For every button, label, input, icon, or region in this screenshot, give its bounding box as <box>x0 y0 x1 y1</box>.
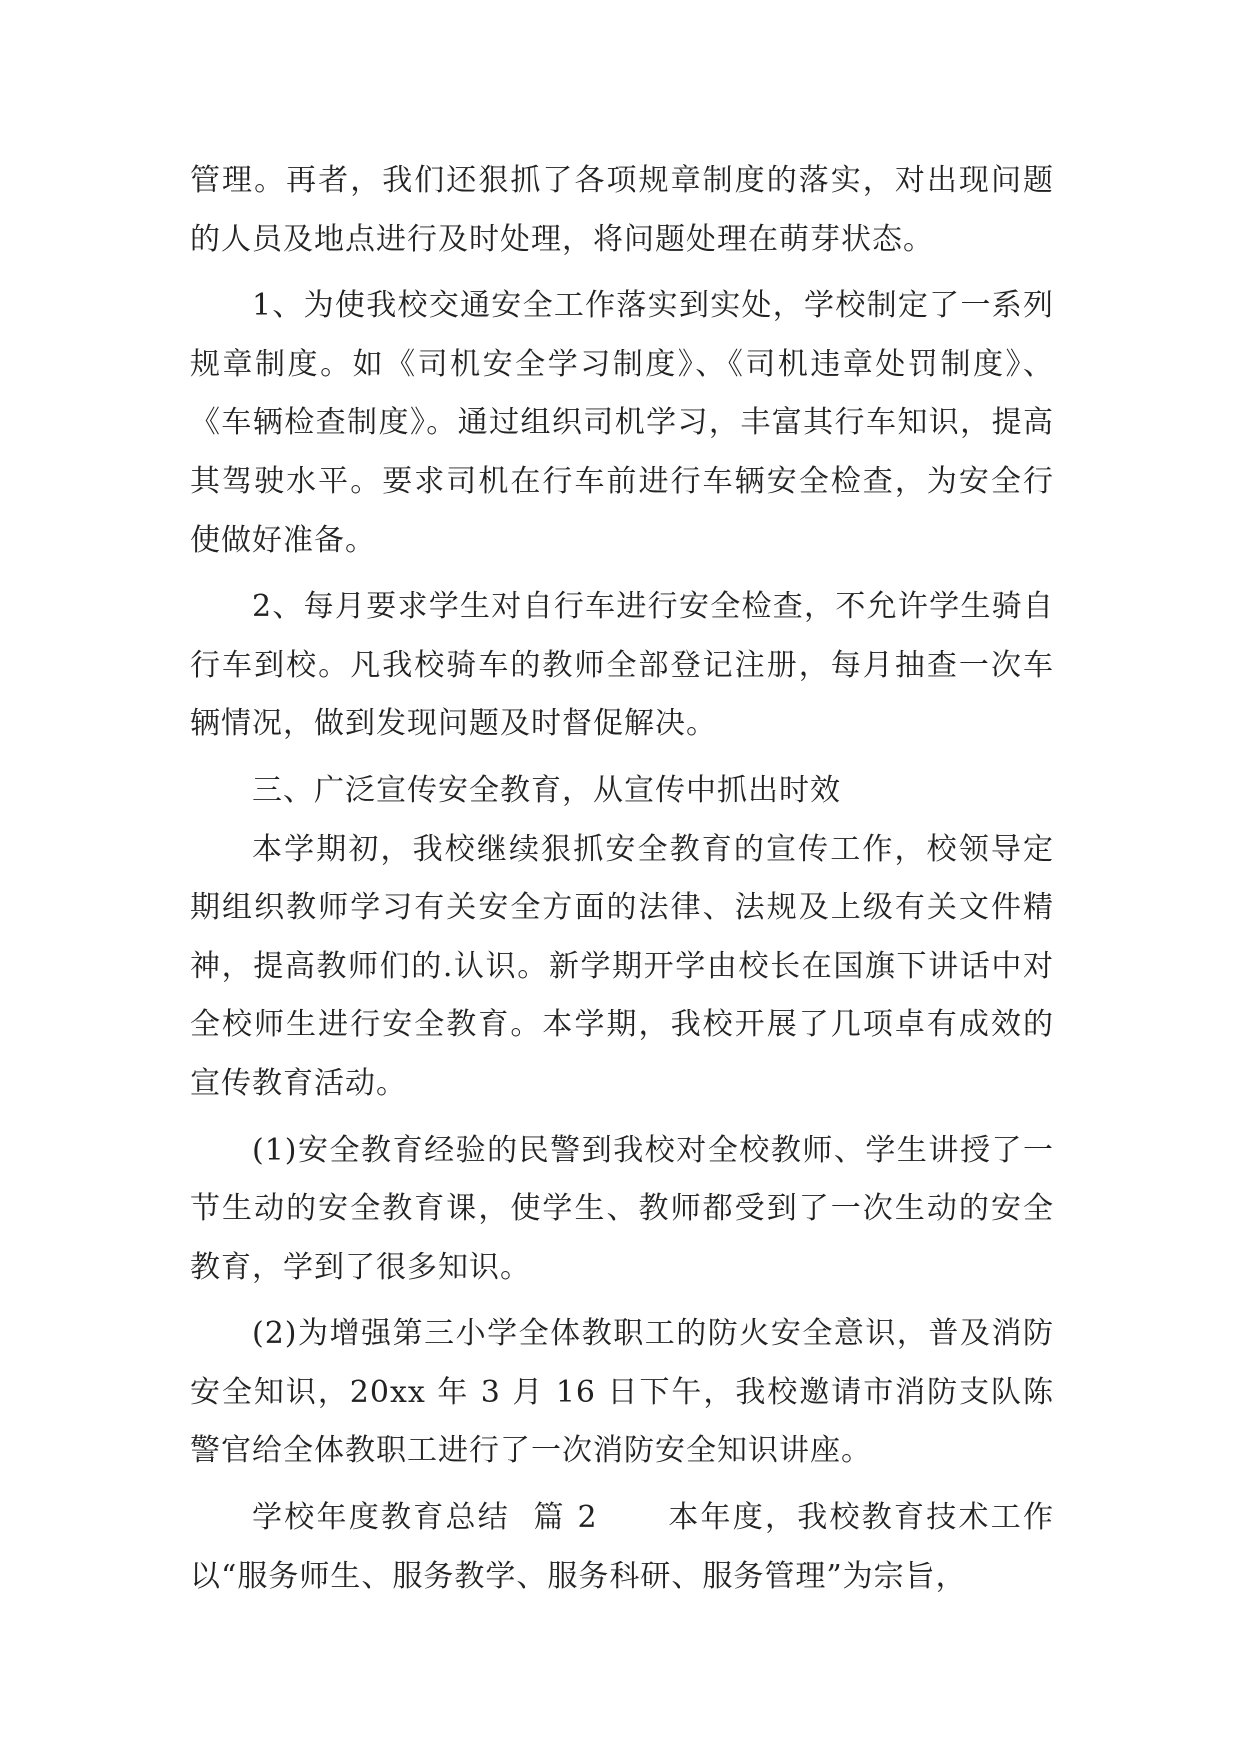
paragraph-management: 管理。再者，我们还狠抓了各项规章制度的落实，对出现问题的人员及地点进行及时处理，将问题处理在萌芽状态。 <box>190 163 1054 257</box>
paragraph-spacer <box>190 269 1054 277</box>
paragraph-spacer <box>190 1114 1054 1122</box>
paragraph-spacer <box>190 1481 1054 1489</box>
section-heading-publicity: 三、广泛宣传安全教育，从宣传中抓出时效 <box>252 772 841 808</box>
paragraph-driver-rules: 1、为使我校交通安全工作落实到实处，学校制定了一系列规章制度。如《司机安全学习制度》、《司机违章处罚制度》、《车辆检查制度》。通过组织司机学习，丰富其行车知识，提高其驾驶水平。要求司机在行车前进行车辆安全检查，为安全行使做好准备。 <box>190 288 1054 558</box>
document-body <box>190 152 1054 1606</box>
paragraph-annual-summary: 学校年度教育总结 篇 2 本年度，我校教育技术工作以“服务师生、服务教学、服务科研、服务管理”为宗旨， <box>190 1500 1054 1594</box>
paragraph-fire-safety: (2)为增强第三小学全体教职工的防火安全意识，普及消防安全知识，20xx 年 3 月 16 日下午，我校邀请市消防支队陈警官给全体教职工进行了一次消防安全知识讲座。 <box>190 1316 1054 1469</box>
paragraph-spacer <box>190 754 1054 762</box>
paragraph-spacer <box>190 570 1054 578</box>
paragraph-semester-start: 本学期初，我校继续狠抓安全教育的宣传工作，校领导定期组织教师学习有关安全方面的法律、法规及上级有关文件精神，提高教师们的.认识。新学期开学由校长在国旗下讲话中对全校师生进行安全教育。本学期，我校开展了几项卓有成效的宣传教育活动。 <box>190 831 1054 1101</box>
paragraph-police-lecture: (1)安全教育经验的民警到我校对全校教师、学生讲授了一节生动的安全教育课，使学生、教师都受到了一次生动的安全教育，学到了很多知识。 <box>190 1132 1054 1285</box>
paragraph-spacer <box>190 1297 1054 1305</box>
paragraph-bicycle-check: 2、每月要求学生对自行车进行安全检查，不允许学生骑自行车到校。凡我校骑车的教师全部登记注册，每月抽查一次车辆情况，做到发现问题及时督促解决。 <box>190 589 1054 742</box>
